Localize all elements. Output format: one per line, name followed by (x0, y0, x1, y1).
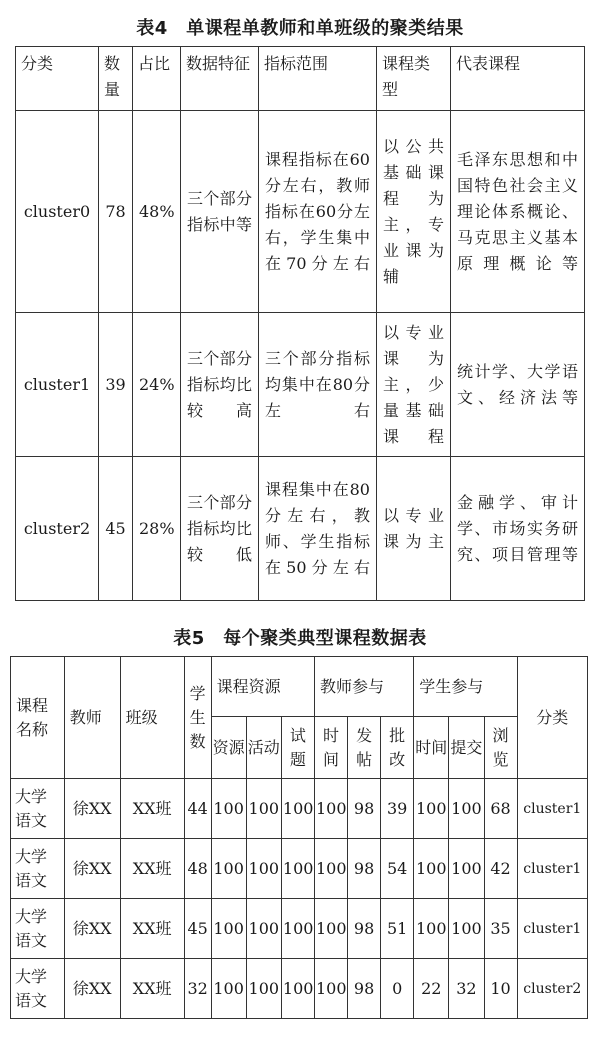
index-range: 三个部分指标均集中在80分左右 (259, 313, 377, 457)
table4-caption: 表4 单课程单教师和单班级的聚类结果 (136, 18, 464, 39)
header-teacher: 教师 (64, 657, 120, 779)
course-type: 以公共基础课程为主，专业课为辅 (377, 111, 451, 313)
data-feature: 三个部分指标均比较高 (181, 313, 259, 457)
views-value: 35 (484, 899, 517, 959)
submissions-value: 100 (449, 779, 484, 839)
cluster-label: cluster0 (16, 111, 99, 313)
cluster-count: 78 (99, 111, 133, 313)
student-count: 48 (184, 839, 211, 899)
course-name: 大学语文 (11, 959, 65, 1019)
table-row (11, 779, 588, 839)
table-row (16, 313, 585, 457)
cluster-percentage: 48% (133, 111, 181, 313)
student-count: 32 (184, 959, 211, 1019)
course-type: 以专业课为主，少量基础课程 (377, 313, 451, 457)
header-course-resources: 课程资源 (211, 657, 314, 717)
teacher-name: 徐XX (64, 959, 120, 1019)
grading-value: 54 (381, 839, 414, 899)
posts-value: 98 (348, 779, 381, 839)
header-representative-courses: 代表课程 (451, 47, 585, 111)
student-count: 45 (184, 899, 211, 959)
class-name: XX班 (120, 839, 184, 899)
activities-value: 100 (246, 839, 281, 899)
data-feature: 三个部分指标均比较低 (181, 457, 259, 601)
table-row (11, 899, 588, 959)
cluster-count: 39 (99, 313, 133, 457)
header-student-count: 学生数 (184, 657, 211, 779)
posts-value: 98 (348, 899, 381, 959)
course-name: 大学语文 (11, 839, 65, 899)
student-time-value: 22 (414, 959, 449, 1019)
resources-value: 100 (211, 899, 246, 959)
views-value: 42 (484, 839, 517, 899)
category-value: cluster2 (517, 959, 587, 1019)
subheader-views: 浏览 (484, 717, 517, 779)
table-row (11, 959, 588, 1019)
submissions-value: 100 (449, 839, 484, 899)
header-category: 分类 (517, 657, 587, 779)
header-index-range: 指标范围 (259, 47, 377, 111)
course-type: 以专业课为主 (377, 457, 451, 601)
student-count: 44 (184, 779, 211, 839)
subheader-activities: 活动 (246, 717, 281, 779)
table-row (16, 457, 585, 601)
course-name: 大学语文 (11, 899, 65, 959)
category-value: cluster1 (517, 899, 587, 959)
teacher-name: 徐XX (64, 779, 120, 839)
header-data-feature: 数据特征 (181, 47, 259, 111)
activities-value: 100 (246, 779, 281, 839)
table5-caption: 表5 每个聚类典型课程数据表 (173, 628, 427, 649)
activities-value: 100 (246, 899, 281, 959)
teacher-name: 徐XX (64, 839, 120, 899)
subheader-questions: 试题 (281, 717, 314, 779)
resources-value: 100 (211, 779, 246, 839)
teacher-time-value: 100 (314, 959, 347, 1019)
course-name: 大学语文 (11, 779, 65, 839)
category-value: cluster1 (517, 779, 587, 839)
representative-courses: 统计学、大学语文、经济法等 (451, 313, 585, 457)
posts-value: 98 (348, 959, 381, 1019)
subheader-teacher-time: 时间 (314, 717, 347, 779)
typical-course-data-table (10, 656, 588, 1019)
cluster-results-table (15, 46, 585, 601)
header-student-participation: 学生参与 (414, 657, 517, 717)
cluster-label: cluster2 (16, 457, 99, 601)
teacher-name: 徐XX (64, 899, 120, 959)
class-name: XX班 (120, 779, 184, 839)
teacher-time-value: 100 (314, 899, 347, 959)
grading-value: 0 (381, 959, 414, 1019)
subheader-posts: 发帖 (348, 717, 381, 779)
category-value: cluster1 (517, 839, 587, 899)
representative-courses: 金融学、审计学、市场实务研究、项目管理等 (451, 457, 585, 601)
table-row (11, 839, 588, 899)
teacher-time-value: 100 (314, 779, 347, 839)
header-count: 数量 (99, 47, 133, 111)
subheader-grading: 批改 (381, 717, 414, 779)
questions-value: 100 (281, 839, 314, 899)
header-teacher-participation: 教师参与 (314, 657, 413, 717)
header-category: 分类 (16, 47, 99, 111)
student-time-value: 100 (414, 899, 449, 959)
class-name: XX班 (120, 899, 184, 959)
subheader-resources: 资源 (211, 717, 246, 779)
views-value: 68 (484, 779, 517, 839)
grading-value: 39 (381, 779, 414, 839)
questions-value: 100 (281, 779, 314, 839)
cluster-label: cluster1 (16, 313, 99, 457)
index-range: 课程集中在80分左右，教师、学生指标在50分左右 (259, 457, 377, 601)
table-header-row (16, 47, 585, 111)
posts-value: 98 (348, 839, 381, 899)
header-course-name: 课程名称 (11, 657, 65, 779)
index-range: 课程指标在60分左右，教师指标在60分左右，学生集中在70分左右 (259, 111, 377, 313)
class-name: XX班 (120, 959, 184, 1019)
cluster-percentage: 28% (133, 457, 181, 601)
cluster-percentage: 24% (133, 313, 181, 457)
header-course-type: 课程类型 (377, 47, 451, 111)
activities-value: 100 (246, 959, 281, 1019)
cluster-count: 45 (99, 457, 133, 601)
student-time-value: 100 (414, 779, 449, 839)
grading-value: 51 (381, 899, 414, 959)
data-feature: 三个部分指标中等 (181, 111, 259, 313)
student-time-value: 100 (414, 839, 449, 899)
table-row (16, 111, 585, 313)
views-value: 10 (484, 959, 517, 1019)
header-class: 班级 (120, 657, 184, 779)
questions-value: 100 (281, 959, 314, 1019)
representative-courses: 毛泽东思想和中国特色社会主义理论体系概论、马克思主义基本原理概论等 (451, 111, 585, 313)
resources-value: 100 (211, 839, 246, 899)
submissions-value: 32 (449, 959, 484, 1019)
resources-value: 100 (211, 959, 246, 1019)
submissions-value: 100 (449, 899, 484, 959)
table-header-row (11, 657, 588, 717)
subheader-student-time: 时间 (414, 717, 449, 779)
subheader-submissions: 提交 (449, 717, 484, 779)
header-percentage: 占比 (133, 47, 181, 111)
questions-value: 100 (281, 899, 314, 959)
teacher-time-value: 100 (314, 839, 347, 899)
